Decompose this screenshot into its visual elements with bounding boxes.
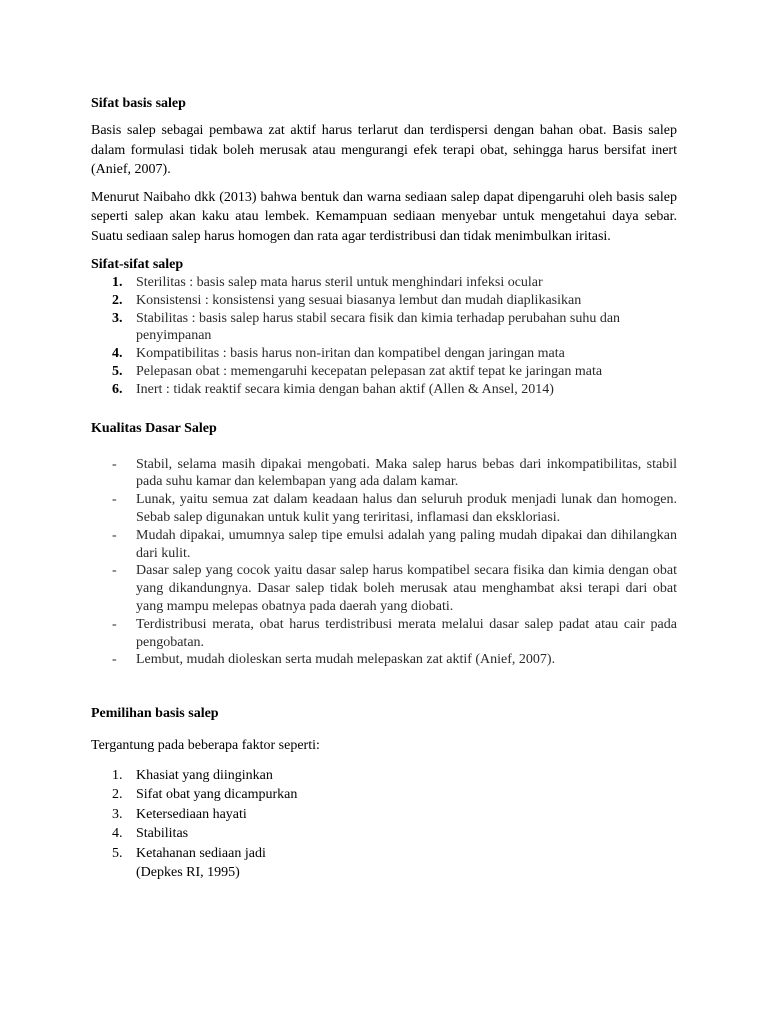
list-item bbox=[91, 491, 677, 527]
list-item bbox=[91, 292, 677, 310]
list-item-text: Lunak, yaitu semua zat dalam keadaan halus dan seluruh produk menjadi lunak dan homogen. Sebab salep digunakan untuk kulit yang teriritasi, inflamasi dan ekskloriasi. bbox=[136, 492, 677, 525]
list-number: 4. bbox=[112, 826, 123, 842]
list-item-text: Dasar salep yang cocok yaitu dasar salep harus kompatibel secara fisika dan kimia dengan obat yang dikandungnya. Dasar salep tidak boleh merusak atau menghambat aksi terapi dari obat yang mampu melepas obatnya pada daerah yang diobati. bbox=[136, 563, 677, 614]
list-number: 3. bbox=[112, 310, 123, 326]
list-item-text: Stabil, selama masih dipakai mengobati. Maka salep harus bebas dari inkompatibilitas, stabil pada suhu kamar dan kelembapan yang ada dalam kamar. bbox=[136, 456, 677, 490]
heading-sifat-basis-salep: Sifat basis salep bbox=[91, 96, 186, 111]
list-item bbox=[91, 363, 677, 381]
list-number: 4. bbox=[112, 346, 123, 362]
list-item-text: Konsistensi : konsistensi yang sesuai biasanya lembut dan mudah diaplikasikan bbox=[136, 292, 582, 308]
list-faktor-pemilihan bbox=[91, 766, 677, 864]
paragraph-basis-salep: Basis salep sebagai pembawa zat aktif harus terlarut dan terdispersi dengan bahan obat. Basis salep dalam formulasi tidak boleh merusak atau mengurangi efek terapi obat, sehingga harus bersifat inert (Anief, 2007). bbox=[91, 123, 677, 177]
list-number: 2. bbox=[112, 292, 123, 308]
list-item-text: Kompatibilitas : basis harus non-iritan dan kompatibel dengan jaringan mata bbox=[136, 346, 565, 362]
heading-pemilihan-basis-salep: Pemilihan basis salep bbox=[91, 706, 219, 722]
paragraph-tergantung: Tergantung pada beberapa faktor seperti: bbox=[91, 738, 320, 754]
list-kualitas-dasar-salep bbox=[91, 456, 677, 670]
document-content bbox=[91, 95, 677, 883]
list-item bbox=[91, 310, 677, 346]
list-item bbox=[91, 844, 677, 864]
list-item bbox=[91, 345, 677, 363]
list-item bbox=[91, 527, 677, 563]
list-item bbox=[91, 766, 677, 786]
paragraph-naibaho: Menurut Naibaho dkk (2013) bahwa bentuk dan warna sediaan salep dapat dipengaruhi oleh basis salep seperti salep akan kaku atau lembek. Kemampuan sediaan menyebar untuk mengetahui daya sebar. Suatu sediaan salep harus homogen dan rata agar terdistribusi dan tidak menimbulkan iritasi. bbox=[91, 189, 677, 244]
bullet-dash: - bbox=[112, 616, 117, 632]
bullet-dash: - bbox=[112, 652, 117, 668]
list-item-text: Ketersediaan hayati bbox=[136, 806, 247, 822]
list-item-text: Terdistribusi merata, obat harus terdistribusi merata melalui dasar salep padat atau cair pada pengobatan. bbox=[136, 616, 677, 650]
reference-depkes: (Depkes RI, 1995) bbox=[136, 865, 240, 881]
heading-kualitas-dasar-salep: Kualitas Dasar Salep bbox=[91, 420, 217, 436]
list-sifat-salep bbox=[91, 274, 677, 399]
list-item-text: Mudah dipakai, umumnya salep tipe emulsi adalah yang paling mudah dipakai dan dihilangkan dari kulit. bbox=[136, 527, 677, 561]
bullet-dash: - bbox=[112, 563, 117, 579]
list-item bbox=[91, 274, 677, 292]
list-item bbox=[91, 616, 677, 652]
list-number: 6. bbox=[112, 381, 123, 397]
list-item-text: Sterilitas : basis salep mata harus steril untuk menghindari infeksi ocular bbox=[136, 275, 543, 290]
list-item bbox=[91, 651, 677, 669]
bullet-dash: - bbox=[112, 492, 117, 508]
list-item-text: Inert : tidak reaktif secara kimia dengan bahan aktif (Allen & Ansel, 2014) bbox=[136, 381, 554, 397]
list-item-text: Pelepasan obat : memengaruhi kecepatan pelepasan zat aktif tepat ke jaringan mata bbox=[136, 363, 603, 379]
list-item-text: Ketahanan sediaan jadi bbox=[136, 845, 266, 861]
list-item bbox=[91, 824, 677, 844]
list-item bbox=[91, 805, 677, 825]
list-item-text: Stabilitas : basis salep harus stabil secara fisik dan kimia terhadap perubahan suhu dan penyimpanan bbox=[136, 310, 621, 344]
bullet-dash: - bbox=[112, 456, 117, 472]
list-item bbox=[91, 456, 677, 492]
list-item-text: Khasiat yang diinginkan bbox=[136, 767, 273, 783]
list-number: 5. bbox=[112, 845, 123, 861]
list-item-text: Lembut, mudah dioleskan serta mudah melepaskan zat aktif (Anief, 2007). bbox=[136, 652, 556, 668]
list-item bbox=[91, 381, 677, 399]
list-number: 3. bbox=[112, 806, 123, 822]
list-number: 5. bbox=[112, 363, 123, 379]
list-item bbox=[91, 562, 677, 615]
list-item bbox=[91, 785, 677, 805]
list-number: 1. bbox=[112, 275, 123, 290]
list-item-text: Sifat obat yang dicampurkan bbox=[136, 787, 298, 803]
list-item-text: Stabilitas bbox=[136, 826, 189, 842]
bullet-dash: - bbox=[112, 527, 117, 543]
list-title-sifat-sifat-salep: Sifat-sifat salep bbox=[91, 257, 184, 272]
list-number: 2. bbox=[112, 787, 123, 803]
list-number: 1. bbox=[112, 767, 123, 783]
